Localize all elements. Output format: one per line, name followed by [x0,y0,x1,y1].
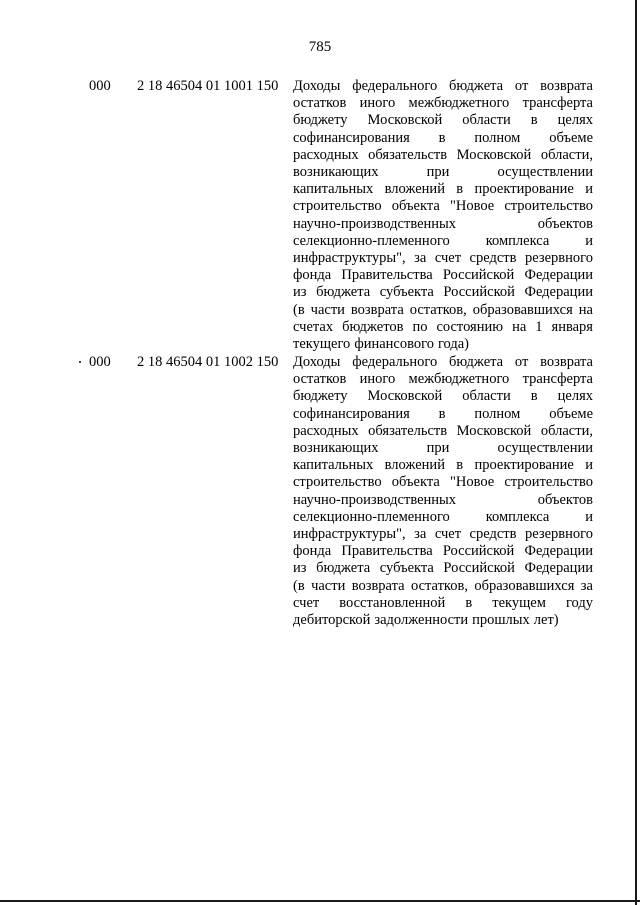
description-word: в [438,129,446,146]
description-line [293,164,593,181]
description-word: строительство [293,198,382,215]
description-line [293,95,593,112]
description-word: объекта [391,474,440,491]
description-word: объекта [391,198,440,215]
description-word: Московской [456,422,532,439]
description-line [293,543,593,560]
description-word: субъекта [379,284,434,301]
description-word: полном [474,405,521,422]
description-word: софинансирования [293,129,410,146]
description-word: и [585,508,593,525]
scan-edge-right [635,0,637,905]
description-line [293,474,593,491]
description-word: возникающих [293,164,379,181]
description-word: обязательств [368,422,448,439]
description-line [293,112,593,129]
description-word: Правительства [341,267,433,284]
description-word: объектов [537,215,593,232]
description-word: области [462,112,511,129]
description-line [293,250,593,267]
description-word: остатков, [409,301,467,318]
description-word: финансового [354,336,434,353]
description-word: трансферта [522,371,593,388]
description-word: строительство [293,474,382,491]
description-word: осуществлении [497,164,593,181]
description-word: капитальных [293,457,374,474]
description-word: строительство [504,474,593,491]
description-line [293,492,593,509]
description-line [293,612,593,629]
description-word: возникающих [293,440,379,457]
description-word: комплекса [485,508,550,525]
page-number: 785 [308,39,332,55]
description-word: и [585,457,593,474]
description-line [293,302,593,319]
description-word: проектирование [474,181,574,198]
description-word: при [426,164,450,181]
income-classification-code: 2 18 46504 01 1002 150 [137,354,279,370]
description-word: возврата [540,78,593,94]
description-word: счет [434,526,462,543]
description-word: объектов [537,491,593,508]
description-line [293,284,593,301]
description-line [293,595,593,612]
description-word: возврата [351,577,405,594]
description-word: "Новое [449,198,495,215]
description-line [293,78,593,95]
description-word: января [551,318,593,335]
description-line [293,233,593,250]
description-word: в [456,457,464,474]
description-word: "Новое [449,474,495,491]
description-word: бюджета [316,560,371,577]
description-word: образовавшихся [474,577,575,594]
description-word: года) [437,336,470,353]
description-word: федерального [352,354,438,370]
description-word: из [293,284,307,301]
description-word: при [426,440,450,457]
description-word: счетах [293,318,334,335]
description-word: Доходы [293,354,341,370]
description-line [293,560,593,577]
description-line [293,198,593,215]
administrator-code: 000 [89,78,111,94]
description-word: межбюджетного [408,95,510,112]
description-word: в [465,594,473,611]
description-word: (в [293,301,305,318]
description-word: Московской [367,388,443,405]
description-word: 1 [535,318,543,335]
description-word: остатков [293,95,347,112]
description-word: иного [359,371,396,388]
description-word: объеме [549,405,593,422]
description-word: возврата [350,301,404,318]
description-word: текущего [293,336,351,353]
description-word: состоянию [436,318,504,335]
income-description [293,354,593,629]
description-line [293,371,593,388]
description-word: фонда [293,543,332,560]
description-word: целях [557,112,593,129]
description-word: задолженности [374,612,469,629]
description-word: федерального [352,78,438,94]
description-word: по [412,318,428,335]
description-word: фонда [293,267,332,284]
description-word: осуществлении [497,440,593,457]
description-word: вложений [384,457,445,474]
description-word: образовавшихся [472,301,573,318]
description-line [293,423,593,440]
description-word: бюджета [449,354,504,370]
description-line [293,578,593,595]
description-word: от [514,354,529,370]
description-word: из [293,560,307,577]
description-line [293,181,593,198]
description-word: объеме [549,129,593,146]
description-word: счет [434,250,462,267]
description-word: лет) [533,612,559,629]
description-word: научно-производственных [293,491,457,508]
description-word: межбюджетного [408,371,510,388]
description-word: Российской [442,267,515,284]
description-line [293,267,593,284]
description-word: счет [293,594,320,611]
description-word: селекционно-племенного [293,232,450,249]
description-line [293,336,593,353]
description-word: дебиторской [293,612,371,629]
description-word: обязательств [368,146,448,163]
description-word: Московской [456,146,532,163]
description-word: части [311,577,346,594]
description-line [293,130,593,147]
description-word: средств [469,250,517,267]
description-word: в [456,181,464,198]
description-word: резервного [524,250,593,267]
description-word: бюджетов [342,318,404,335]
income-classification-code: 2 18 46504 01 1001 150 [137,78,279,94]
description-word: иного [359,95,396,112]
description-word: инфраструктуры", [293,250,406,267]
description-word: Российской [443,284,515,301]
description-word: области, [540,422,593,439]
description-word: субъекта [379,560,434,577]
description-word: средств [469,526,517,543]
description-word: бюджета [449,78,504,94]
description-word: Доходы [293,78,341,94]
scan-speck [79,361,81,363]
description-word: Московской [367,112,443,129]
description-word: и [585,232,593,249]
description-word: году [565,594,593,611]
description-word: в [530,388,538,405]
description-line [293,147,593,164]
description-word: Федерации [524,560,593,577]
description-word: Федерации [524,543,593,560]
description-word: текущем [492,594,546,611]
description-word: капитальных [293,181,374,198]
description-word: (в [293,577,305,594]
description-word: Федерации [524,284,593,301]
description-line [293,216,593,233]
description-word: на [512,318,527,335]
description-line [293,457,593,474]
description-word: селекционно-племенного [293,508,450,525]
description-line [293,319,593,336]
description-word: трансферта [522,95,593,112]
description-word: области [462,388,511,405]
description-word: софинансирования [293,405,410,422]
description-line [293,354,593,371]
description-word: от [514,78,529,94]
description-word: за [580,577,593,594]
description-word: Федерации [524,267,593,284]
description-word: возврата [540,354,593,370]
description-word: бюджету [293,112,348,129]
description-line [293,388,593,405]
description-word: расходных [293,422,359,439]
income-description [293,78,593,353]
description-word: проектирование [474,457,574,474]
description-word: бюджету [293,388,348,405]
description-word: и [585,181,593,198]
description-word: комплекса [485,232,550,249]
description-word: резервного [524,526,593,543]
description-word: в [438,405,446,422]
description-line [293,406,593,423]
description-word: Российской [442,543,515,560]
description-word: прошлых [472,612,530,629]
description-word: Правительства [341,543,433,560]
description-word: восстановленной [339,594,446,611]
description-word: вложений [384,181,445,198]
description-word: инфраструктуры", [293,526,406,543]
description-word: остатков [293,371,347,388]
description-word: Российской [443,560,515,577]
description-word: в [530,112,538,129]
description-line [293,526,593,543]
description-word: целях [557,388,593,405]
description-line [293,440,593,457]
description-word: части [310,301,345,318]
administrator-code: 000 [89,354,111,370]
description-word: расходных [293,146,359,163]
scan-edge-bottom [0,900,640,902]
description-word: полном [474,129,521,146]
description-line [293,509,593,526]
description-word: остатков, [410,577,468,594]
description-word: за [414,250,427,267]
description-word: строительство [504,198,593,215]
description-word: на [578,301,593,318]
description-word: за [414,526,427,543]
description-word: бюджета [316,284,371,301]
description-word: научно-производственных [293,215,457,232]
description-word: области, [540,146,593,163]
